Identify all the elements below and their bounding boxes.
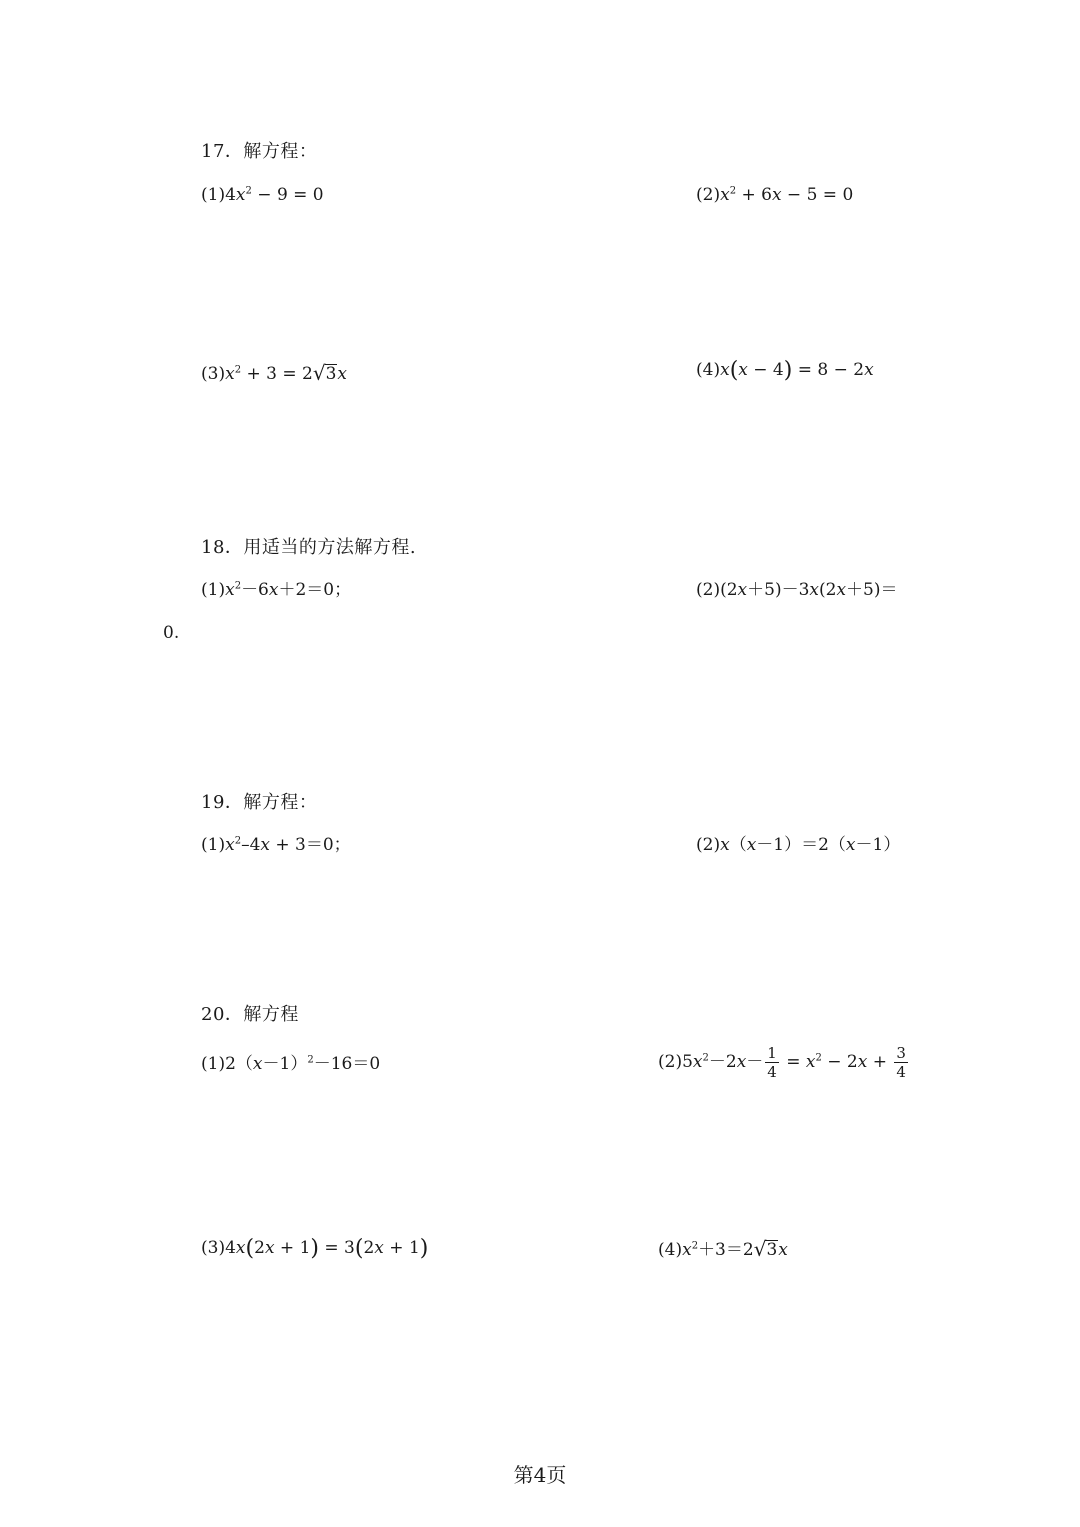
question-17-part-3: $(3)x^2 + 3 = 2√3x$ xyxy=(201,361,347,385)
question-17-part-2: $(2)x^2 + 6x - 5 = 0$ xyxy=(696,185,854,205)
question-17-part-1: $(1)4x^2 - 9 = 0$ xyxy=(201,185,324,205)
question-18-part-2-wrapped-text: 0. xyxy=(163,623,180,643)
square-root: √3 xyxy=(753,1237,778,1261)
fraction-one-quarter: $\frac{1}{4}$ xyxy=(767,1044,777,1081)
page-number: 第4页 xyxy=(513,1463,567,1487)
square-root: √3 xyxy=(312,361,337,385)
question-18-heading: 18．用适当的方法解方程. xyxy=(201,537,417,558)
question-20-part-3: (3)4x(2x + 1) = 3(2x + 1) xyxy=(201,1236,429,1261)
question-19-part-1: $(1)x^2-4x + 3=0$； xyxy=(201,835,351,855)
question-20-heading: 20．解方程 xyxy=(201,1004,299,1025)
question-20-part-1: $(1)2(x-1)^2-16=0$ xyxy=(201,1054,381,1074)
question-19-heading: 19．解方程： xyxy=(201,792,318,813)
question-18-part-2: (2)(2x＋5)－3x(2x＋5)＝ xyxy=(696,580,898,600)
question-18-part-1: $(1)x^2-6x+2=0$； xyxy=(201,580,352,600)
question-20-part-2: $(2)5x^2-2x-$ $\frac{1}{4}$ = $x^2 - 2x$ + $\frac{3}{4}$ xyxy=(658,1044,906,1081)
fraction-three-quarters: $\frac{3}{4}$ xyxy=(896,1044,906,1081)
question-17-part-4: (4)x(x − 4) = 8 − 2x xyxy=(696,358,874,383)
question-20-part-4: $(4)x^2+3=2√3x$ xyxy=(658,1237,788,1261)
question-19-part-2: (2)x（x－1）＝2（x－1） xyxy=(696,835,901,855)
question-17-heading: 17．解方程： xyxy=(201,141,318,162)
